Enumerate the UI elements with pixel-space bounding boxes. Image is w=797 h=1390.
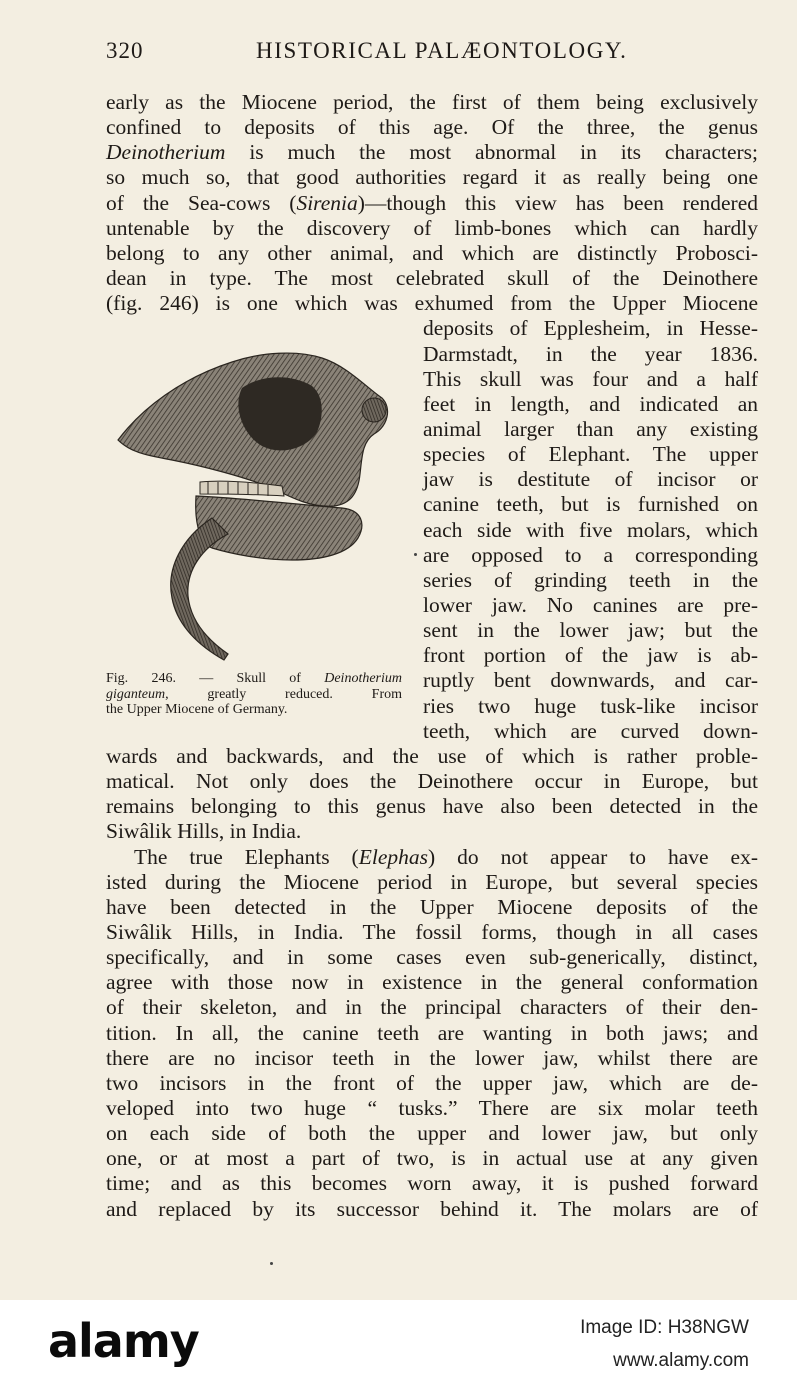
text-line: series of grinding teeth in the — [423, 567, 758, 592]
print-speck — [414, 553, 417, 556]
alamy-logo: alamy — [48, 1314, 199, 1368]
text-line: of the Sea-cows (Sirenia)—though this view has been rendered — [106, 190, 758, 215]
caption-prefix: Fig. 246. — Skull of — [106, 671, 301, 686]
text-line: ruptly bent downwards, and car- — [423, 668, 758, 693]
text-line: remains belonging to this genus have also been detected in the — [106, 794, 758, 819]
figure-skull — [112, 348, 402, 668]
text-line: wards and backwards, and the use of which is rather proble- — [106, 743, 758, 768]
text-line: there are no incisor teeth in the lower jaw, whilst there are — [106, 1045, 758, 1070]
caption-genus: Deinotherium — [324, 671, 402, 686]
text-line: feet in length, and indicated an — [423, 391, 758, 416]
text-line: untenable by the discovery of limb-bones which can hardly — [106, 215, 758, 240]
text-line: belong to any other animal, and which are distinctly Probosci- — [106, 240, 758, 265]
text-line: veloped into two huge “ tusks.” There are six molar teeth — [106, 1096, 758, 1120]
text-line: Siwâlik Hills, in India. — [106, 819, 302, 844]
text-line: animal larger than any existing — [423, 416, 758, 441]
text-line: of their skeleton, and in the principal characters of their den- — [106, 995, 758, 1020]
running-header — [106, 38, 758, 68]
text-line: early as the Miocene period, the first of them being exclusively — [106, 90, 758, 114]
text-line: Siwâlik Hills, in India. The fossil forms, though in all cases — [106, 919, 758, 944]
watermark-url: www.alamy.com — [613, 1350, 749, 1371]
text-line: specifically, and in some cases even sub-generically, distinct, — [106, 945, 758, 970]
text-line: one, or at most a part of two, is in actual use at any given — [106, 1146, 758, 1171]
text-line: and replaced by its successor behind it. The molars are of — [106, 1196, 758, 1221]
image-id: Image ID: H38NGW — [580, 1317, 749, 1338]
text-line: ries two huge tusk-like incisor — [423, 693, 758, 718]
caption-species: giganteum — [106, 686, 166, 702]
print-speck — [270, 1262, 273, 1265]
text-line: on each side of both the upper and lower jaw, but only — [106, 1121, 758, 1146]
running-title: HISTORICAL PALÆONTOLOGY. — [256, 38, 628, 63]
text-line: two incisors in the front of the upper jaw, which are de- — [106, 1070, 758, 1095]
text-line: time; and as this becomes worn away, it is pushed forward — [106, 1171, 758, 1196]
text-line: isted during the Miocene period in Europe, but several species — [106, 869, 758, 894]
caption-reduction: , greatly reduced. From — [165, 686, 402, 702]
text-line: jaw is destitute of incisor or — [423, 467, 758, 492]
text-line: sent in the lower jaw; but the — [423, 618, 758, 643]
text-line: The true Elephants (Elephas) do not appear to have ex- — [134, 844, 759, 869]
text-line: deposits of Epplesheim, in Hesse- — [423, 316, 758, 341]
text-line: teeth, which are curved down- — [423, 718, 758, 743]
page-number: 320 — [106, 38, 144, 63]
text-line: confined to deposits of this age. Of the three, the genus — [106, 115, 758, 140]
text-line: each side with five molars, which — [423, 517, 758, 542]
text-line: front portion of the jaw is ab- — [423, 643, 758, 668]
text-line: lower jaw. No canines are pre- — [423, 593, 758, 617]
text-line: tition. In all, the canine teeth are wanting in both jaws; and — [106, 1020, 758, 1045]
skull-illustration-icon — [112, 348, 402, 668]
caption-source: the Upper Miocene of Germany. — [106, 702, 288, 717]
text-line: Deinotherium is much the most abnormal in its characters; — [106, 140, 758, 165]
text-line: have been detected in the Upper Miocene deposits of the — [106, 894, 758, 919]
text-line: This skull was four and a half — [423, 366, 758, 391]
figure-caption — [106, 671, 402, 718]
text-line: (fig. 246) is one which was exhumed from the Upper Miocene — [106, 291, 758, 316]
text-line: Darmstadt, in the year 1836. — [423, 341, 758, 366]
text-line: dean in type. The most celebrated skull of the Deinothere — [106, 266, 758, 291]
text-line: agree with those now in existence in the general conformation — [106, 970, 758, 995]
text-line: species of Elephant. The upper — [423, 442, 758, 467]
text-line: so much so, that good authorities regard it as really being one — [106, 165, 758, 190]
text-line: matical. Not only does the Deinothere occur in Europe, but — [106, 769, 758, 794]
text-line: are opposed to a corresponding — [423, 542, 758, 567]
text-line: canine teeth, but is furnished on — [423, 492, 758, 517]
watermark-bar — [0, 1300, 797, 1390]
